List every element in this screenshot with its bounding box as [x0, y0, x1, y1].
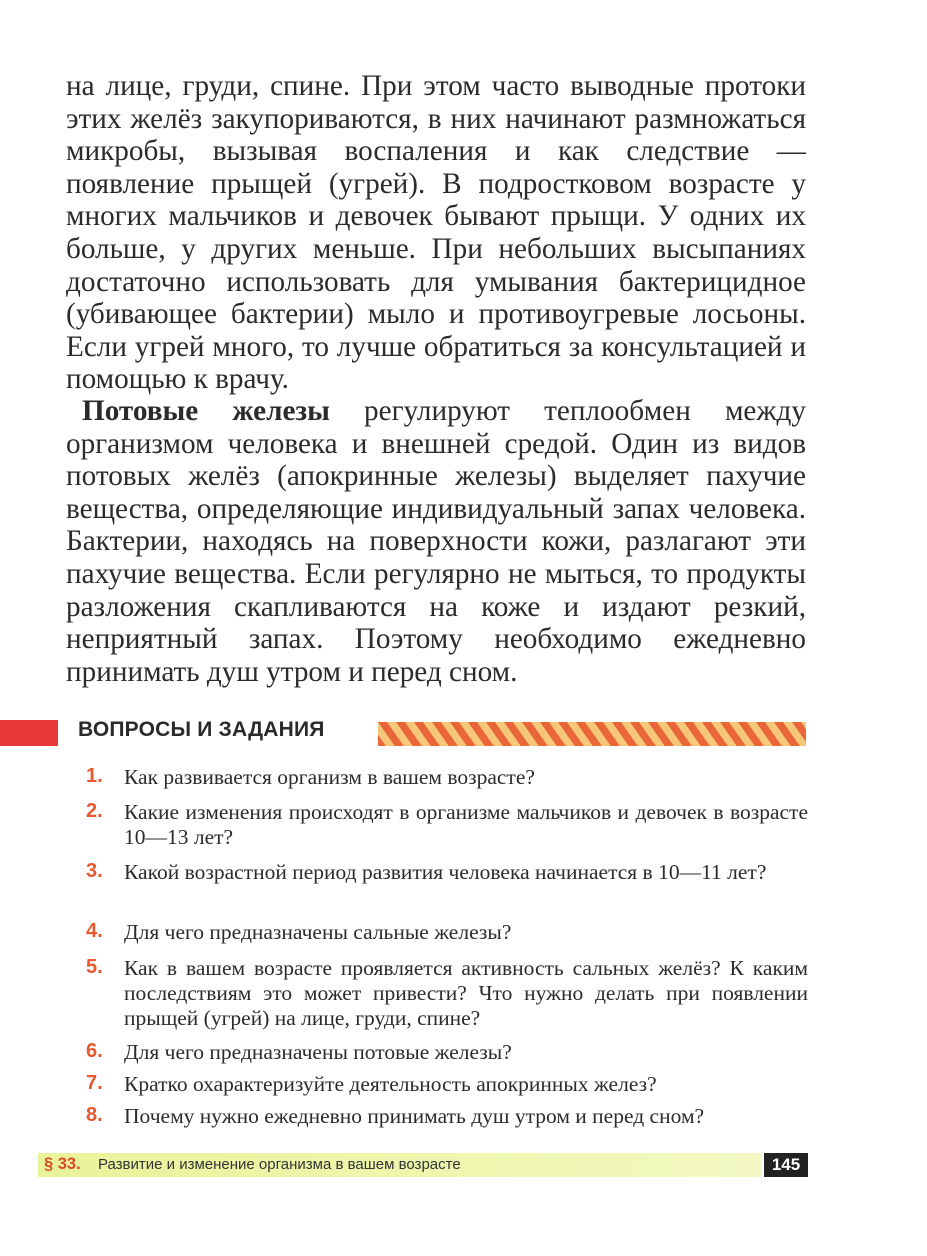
- question-number: 2.: [86, 800, 103, 822]
- question-number: 1.: [86, 765, 103, 787]
- body-paragraph-2: [66, 395, 806, 688]
- decorative-stripe-band: [378, 722, 806, 746]
- page-number: 145: [764, 1153, 808, 1177]
- question-text: Как в вашем возрасте проявляется активность сальных желёз? К каким последствиям это может привести? Что нужно делать при появлении прыщей (угрей) на лице, груди, спине?: [124, 956, 808, 1030]
- question-number: 6.: [86, 1040, 103, 1062]
- footer-chapter-title: Развитие и изменение организма в вашем возрасте: [98, 1156, 461, 1173]
- footer-section-number: § 33.: [44, 1155, 81, 1173]
- questions-heading: ВОПРОСЫ И ЗАДАНИЯ: [78, 718, 325, 741]
- question-text: Почему нужно ежедневно принимать душ утром и перед сном?: [124, 1104, 705, 1128]
- body-paragraph-2-text: регулируют теплообмен между организмом человека и внешней средой. Один из видов потовых желёз (апокринные железы) выделяет пахучие вещества, определяющие индивидуальный запах человека. Бактерии, находясь на поверхности кожи, разлагают эти пахучие вещества. Если регулярно не мыться, то продукты разложения скапливаются на коже и издают резкий, неприятный запах. Поэтому необходимо ежедневно принимать душ утром и перед сном.: [66, 395, 806, 688]
- question-text: Кратко охарактеризуйте деятельность апокринных желез?: [124, 1072, 657, 1096]
- question-number: 8.: [86, 1104, 103, 1126]
- term-sweat-glands: Потовые железы: [82, 395, 330, 427]
- question-number: 3.: [86, 860, 103, 882]
- section-marker-bar: [0, 720, 58, 746]
- question-text: Какой возрастной период развития человека начинается в 10—11 лет?: [124, 860, 767, 884]
- question-text: Как развивается организм в вашем возрасте?: [124, 765, 535, 789]
- question-text: Какие изменения происходят в организме мальчиков и девочек в возрасте 10—13 лет?: [124, 800, 808, 849]
- question-number: 7.: [86, 1072, 103, 1094]
- question-text: Для чего предназначены потовые железы?: [124, 1040, 512, 1064]
- question-text: Для чего предназначены сальные железы?: [124, 920, 512, 944]
- question-number: 5.: [86, 956, 103, 978]
- question-number: 4.: [86, 920, 103, 942]
- body-paragraph-1: на лице, груди, спине. При этом часто выводные протоки этих желёз закупориваются, в них начинают размножаться микробы, вызывая воспаления и как следствие — появление прыщей (угрей). В подростковом возрасте у многих мальчиков и девочек бывают прыщи. У одних их больше, у других меньше. При небольших высыпаниях достаточно использовать для умывания бактерицидное (убивающее бактерии) мыло и противоугревые лосьоны. Если угрей много, то лучше обратиться за консультацией и помощью к врачу.: [66, 70, 806, 396]
